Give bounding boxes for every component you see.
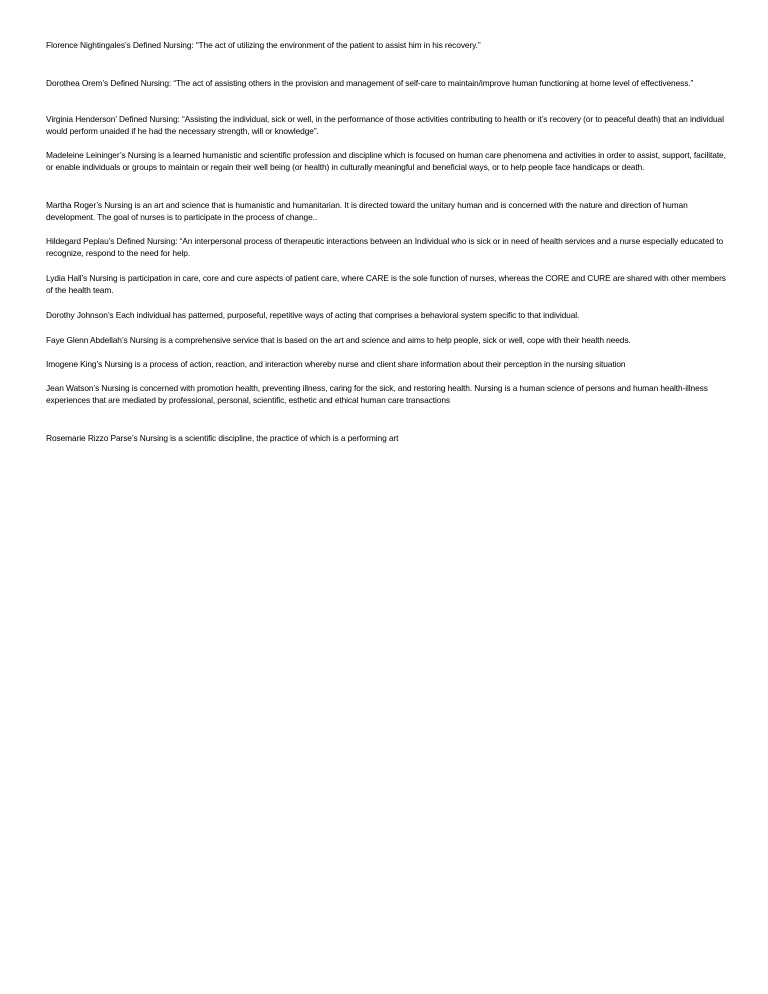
paragraph-parse: Rosemarie Rizzo Parse’s Nursing is a scientific discipline, the practice of which is a performing art bbox=[46, 433, 399, 443]
paragraph-nightingale: Florence Nightingales’s Defined Nursing: “The act of utilizing the environment of the patient to assist him in his recovery.” bbox=[46, 40, 481, 50]
paragraph-henderson: Virginia Henderson’ Defined Nursing: “Assisting the individual, sick or well, in the performance of those activities contributing to health or it’s recovery (or to peaceful death) that an individual would perform unaided if he had the necessary strength, will or knowledge”. bbox=[46, 114, 724, 136]
paragraph-hall: Lydia Hall’s Nursing is participation in care, core and cure aspects of patient care, where CARE is the sole function of nurses, whereas the CORE and CURE are shared with other members of the health team. bbox=[46, 273, 726, 295]
paragraph-orem: Dorothea Orem’s Defined Nursing: “The act of assisting others in the provision and management of self-care to maintain/improve human functioning at home level of effectiveness.” bbox=[46, 78, 694, 88]
paragraph-watson: Jean Watson’s Nursing is concerned with promotion health, preventing illness, caring for the sick, and restoring health. Nursing is a human science of persons and human health-illness experiences that are mediated by professional, personal, scientific, esthetic and ethical human care transactions bbox=[46, 383, 708, 405]
paragraph-king: Imogene King’s Nursing is a process of action, reaction, and interaction whereby nurse and client share information about their perception in the nursing situation bbox=[46, 359, 626, 369]
paragraph-leininger: Madeleine Leininger’s Nursing is a learned humanistic and scientific profession and discipline which is focused on human care phenomena and activities in order to assist, support, facilitate, or enable individuals or groups to maintain or regain their well being (or health) in culturally meaningful and beneficial ways, or to help people face handicaps or death. bbox=[46, 150, 726, 172]
paragraph-rogers: Martha Roger’s Nursing is an art and science that is humanistic and humanitarian. It is directed toward the unitary human and is concerned with the nature and direction of human development. The goal of nurses is to participate in the process of change.. bbox=[46, 200, 688, 222]
paragraph-johnson: Dorothy Johnson’s Each individual has patterned, purposeful, repetitive ways of acting that comprises a behavioral system specific to that individual. bbox=[46, 310, 580, 320]
paragraph-abdellah: Faye Glenn Abdellah’s Nursing is a comprehensive service that is based on the art and science and aims to help people, sick or well, cope with their health needs. bbox=[46, 335, 631, 345]
paragraph-peplau: Hildegard Peplau’s Defined Nursing: “An interpersonal process of therapeutic interactions between an Individual who is sick or in need of health services and a nurse especially educated to recognize, respond to the need for help. bbox=[46, 236, 724, 258]
